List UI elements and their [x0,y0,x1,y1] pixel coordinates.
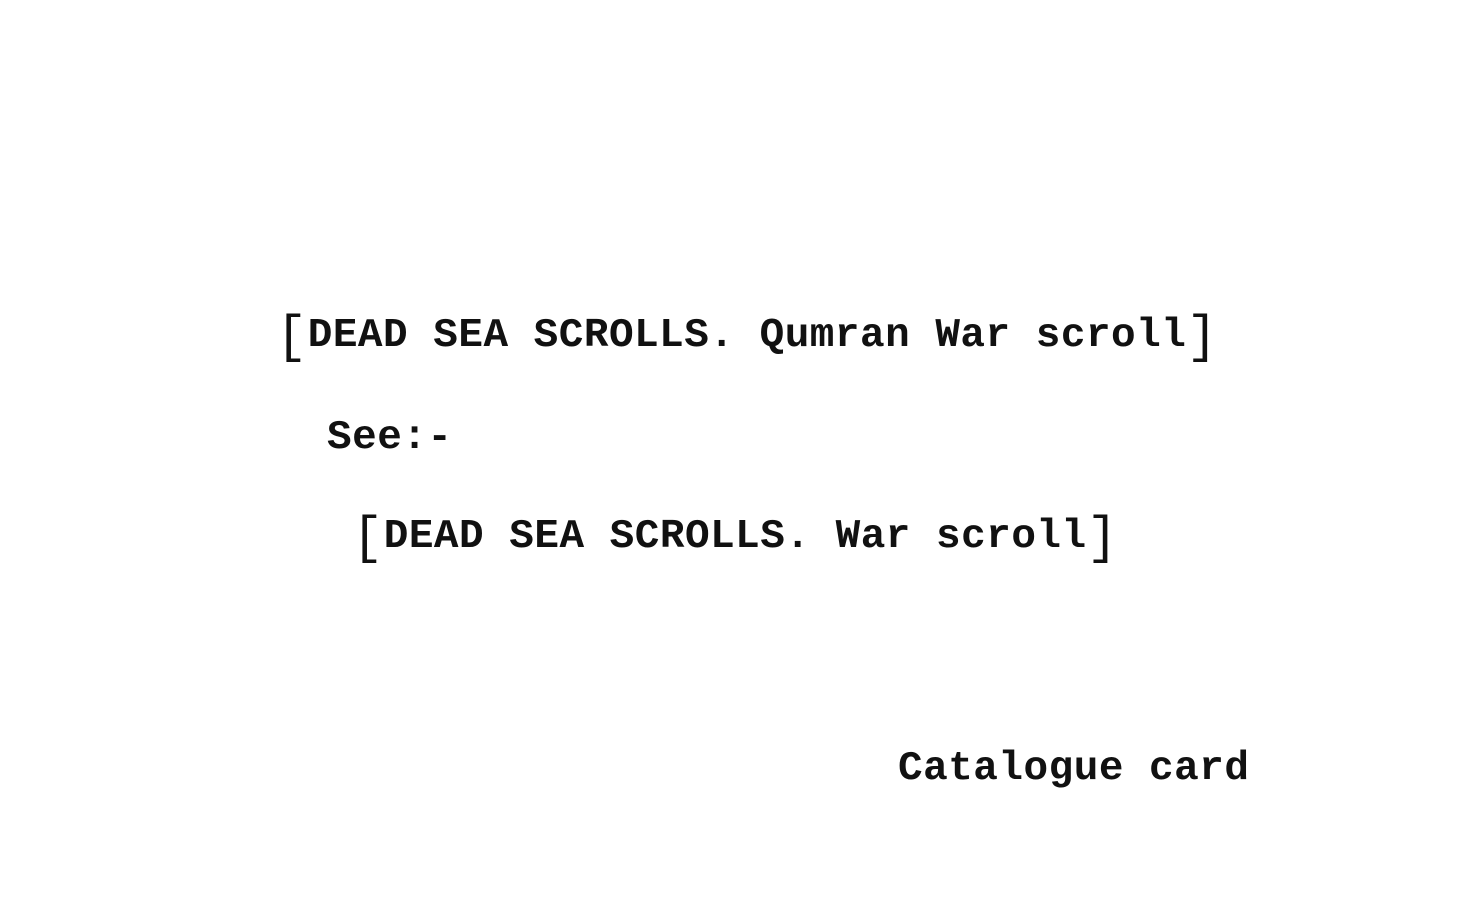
heading-entry [276,308,1219,367]
footer-label: Catalogue card [898,746,1250,792]
reference-entry [352,509,1119,568]
reference-close-bracket: ] [1086,509,1119,568]
reference-open-bracket: [ [352,509,384,568]
see-label: See:- [327,415,453,461]
reference-text: DEAD SEA SCROLLS. War scroll [383,514,1087,560]
heading-close-bracket: ] [1186,308,1219,367]
heading-text: DEAD SEA SCROLLS. Qumran War scroll [307,313,1187,359]
heading-open-bracket: [ [276,308,308,367]
